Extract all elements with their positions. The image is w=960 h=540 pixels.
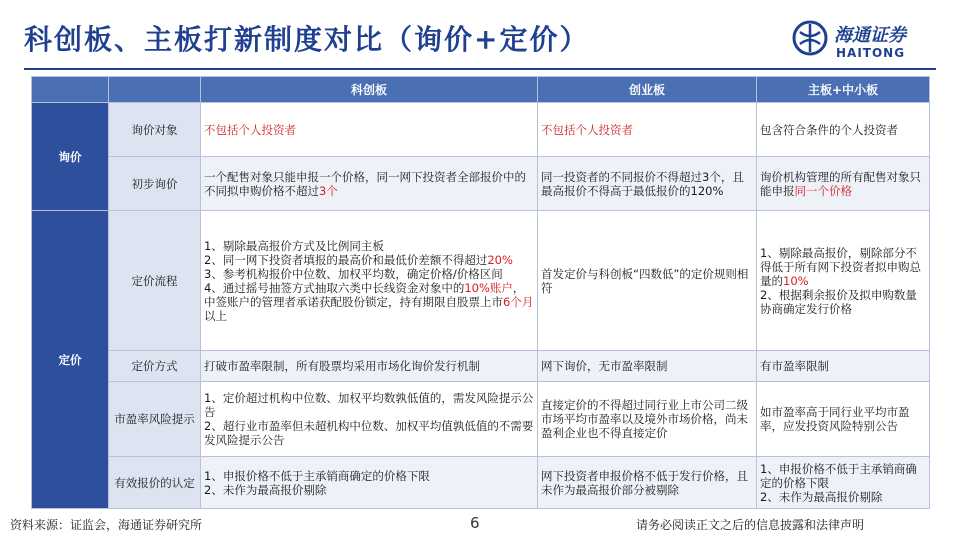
page-number: 6 [470,514,480,532]
highlight-text: 6个月 [503,294,534,309]
page-title: 科创板、主板打新制度对比（询价+定价） [24,23,590,56]
haitong-logo-icon [792,20,828,56]
header-blank-2 [109,77,201,103]
table-row [32,103,930,157]
table-row [32,382,930,457]
haitong-logo [792,20,932,66]
cell-kechuangban [201,103,538,157]
title-divider [24,68,936,70]
cell-kechuangban [201,157,538,211]
cell-text: 如市盈率高于同行业平均市盈率，应发投资风险特别公告 [760,405,910,433]
cell-text: 网下询价，无市盈率限制 [541,359,668,373]
cell-text: 2、未作为最高报价剔除 [760,489,883,504]
row-label: 初步询价 [109,157,201,211]
cell-text: 2、根据剩余报价及拟申购数量协商确定发行价格 [760,287,917,316]
highlight-text: 10% [783,273,809,288]
cell-text: 首发定价与科创板“四数低”的定价规则相符 [541,266,749,295]
row-label: 询价对象 [109,103,201,157]
cell-text: 网下投资者申报价格不低于发行价格，且未作为最高报价部分被剔除 [541,468,748,497]
section-inquiry: 询价 [32,103,109,211]
comparison-table [31,76,930,509]
cell-text: 询价机构管理的所有配售对象只能申报 [760,169,921,198]
header-blank-1 [32,77,109,103]
table-row [32,351,930,382]
cell-text: 1、申报价格不低于主承销商确定的价格下限 [760,461,917,490]
cell-chuangyeban [538,103,757,157]
cell-text: 以上 [204,308,227,323]
highlight-text: 不包括个人投资者 [204,122,296,137]
logo-chinese-name: 海通证券 [834,25,906,46]
cell-kechuangban [201,382,538,457]
cell-zhuban [757,211,930,351]
cell-zhuban [757,351,930,382]
cell-kechuangban [201,457,538,509]
table-header-row [32,77,930,103]
table-row [32,211,930,351]
cell-text: 2、超行业市盈率但未超机构中位数、加权平均值孰低值的不需要发风险提示公告 [204,419,534,447]
highlight-text: 同一个价格 [794,183,852,198]
cell-chuangyeban [538,351,757,382]
cell-text: 一个配售对象只能申报一个价格，同一网下投资者全部报价中的不同拟申购价格不超过 [204,169,526,198]
cell-chuangyeban [538,157,757,211]
header-chuangyeban: 创业板 [538,77,757,103]
highlight-text: 20% [487,252,513,267]
cell-text: 同一投资者的不同报价不得超过3个，且最高报价不得高于最低报价的120% [541,169,744,198]
cell-text: 2、同一网下投资者填报的最高价和最低价差额不得超过 [204,252,488,267]
cell-zhuban [757,457,930,509]
cell-text: 3、参考机构报价中位数、加权平均数，确定价格/价格区间 [204,266,503,281]
cell-text: 1、定价超过机构中位数、加权平均数孰低值的，需发风险提示公告 [204,391,534,419]
cell-chuangyeban [538,382,757,457]
cell-text: 直接定价的不得超过同行业上市公司二级市场平均市盈率以及境外市场价格，尚未盈利企业也不得直接定价 [541,398,748,440]
cell-chuangyeban [538,211,757,351]
logo-english-name: HAITONG [836,46,906,60]
section-pricing: 定价 [32,211,109,509]
cell-text: 1、剔除最高报价，剔除部分不得低于所有网下投资者拟申购总量的 [760,245,921,288]
cell-zhuban [757,157,930,211]
highlight-text: 不包括个人投资者 [541,122,633,137]
cell-zhuban [757,382,930,457]
cell-text: 2、未作为最高报价剔除 [204,482,327,497]
cell-text: ，中签账户的管理者承诺获配股份锁定，持有期限自股票上市 [204,280,525,309]
cell-chuangyeban [538,457,757,509]
cell-kechuangban [201,351,538,382]
cell-text: 打破市盈率限制，所有股票均采用市场化询价发行机制 [204,359,480,373]
cell-text: 4、通过摇号抽签方式抽取六类中长线资金对象中的 [204,280,465,295]
cell-text: 1、申报价格不低于主承销商确定的价格下限 [204,468,430,483]
row-label: 市盈率风险提示 [109,382,201,457]
cell-text: 1、剔除最高报价方式及比例同主板 [204,238,384,253]
header-kechuangban: 科创板 [201,77,538,103]
table-row [32,457,930,509]
table-row [32,157,930,211]
disclaimer: 请务必阅读正文之后的信息披露和法律声明 [636,518,865,532]
cell-text: 包含符合条件的个人投资者 [760,122,898,137]
row-label: 定价流程 [109,211,201,351]
row-label: 定价方式 [109,351,201,382]
cell-text: 有市盈率限制 [760,359,829,373]
cell-kechuangban [201,211,538,351]
cell-zhuban [757,103,930,157]
highlight-text: 10%账户 [464,280,513,295]
header-zhuban: 主板+中小板 [757,77,930,103]
source-note: 资料来源：证监会，海通证券研究所 [10,518,203,532]
row-label: 有效报价的认定 [109,457,201,509]
highlight-text: 3个 [319,183,338,198]
